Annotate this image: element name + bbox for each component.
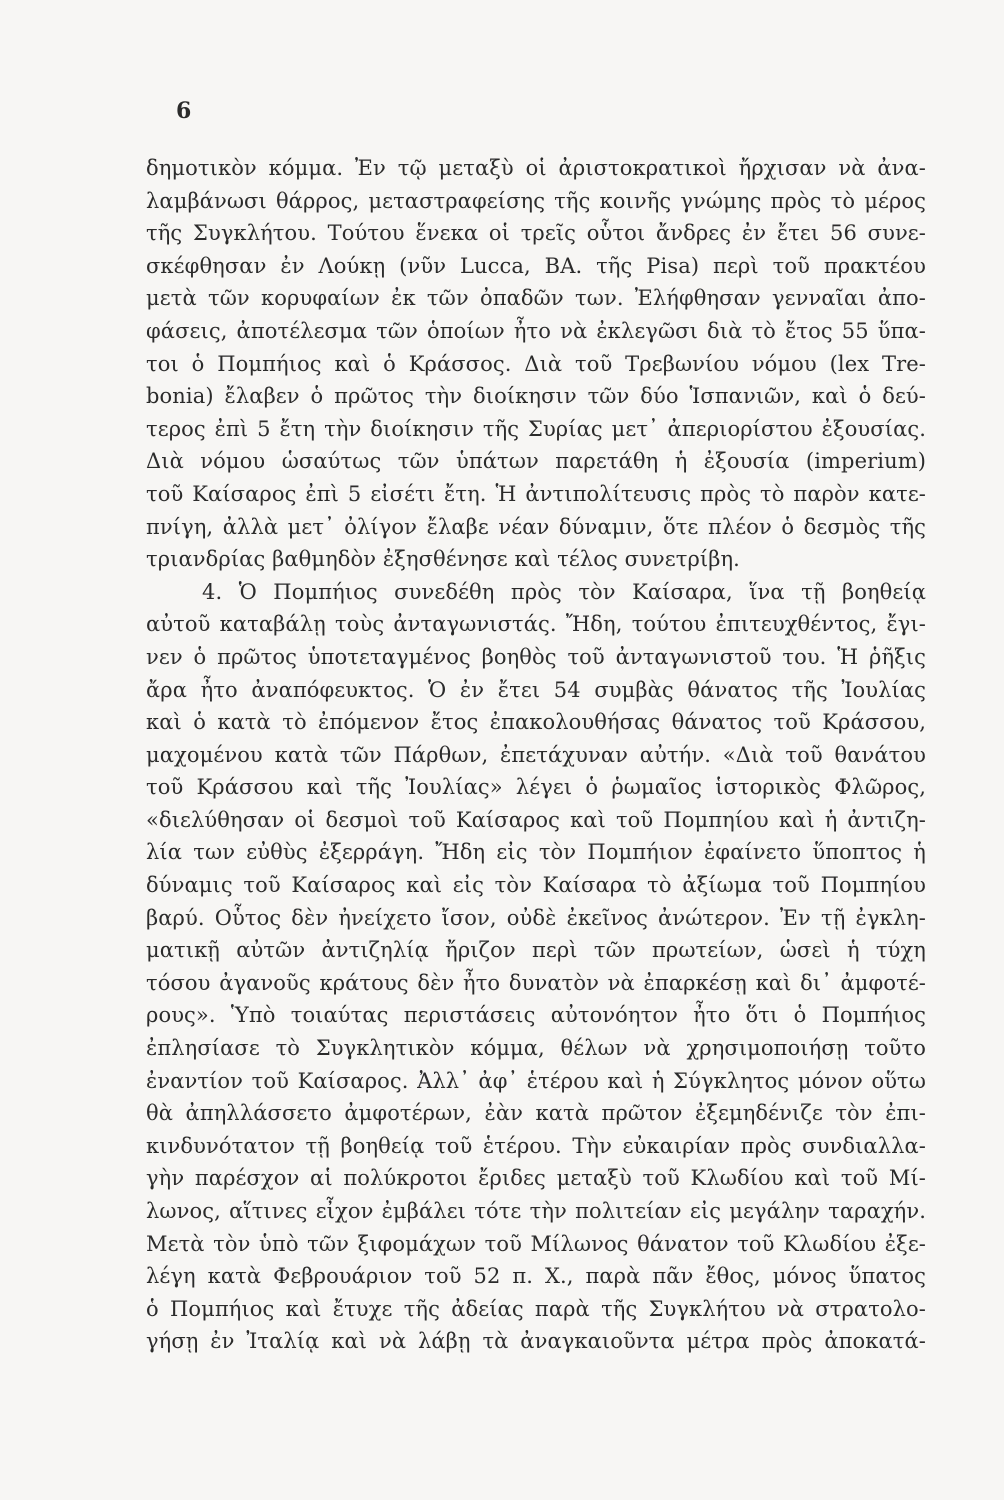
text-line: ὁ Πομπήιος καὶ ἔτυχε τῆς ἀδείας παρὰ τῆς Συγκλήτου νὰ στρατολο- (146, 1296, 926, 1321)
text-line: γήσῃ ἐν Ἰταλίᾳ καὶ νὰ λάβῃ τὰ ἀναγκαιοῦντα μέτρα πρὸς ἀποκατά- (146, 1329, 926, 1354)
text-line: καὶ ὁ κατὰ τὸ ἐπόμενον ἔτος ἐπακολουθήσας θάνατος τοῦ Κράσσου, (146, 710, 926, 735)
text-line: 4. Ὁ Πομπήιος συνεδέθη πρὸς τὸν Καίσαρα, ἵνα τῇ βοηθείᾳ (202, 579, 926, 604)
text-line: ματικῇ αὐτῶν ἀντιζηλίᾳ ἤριζον περὶ τῶν πρωτείων, ὡσεὶ ἡ τύχη (146, 938, 926, 963)
text-line: λέγη κατὰ Φεβρουάριον τοῦ 52 π. Χ., παρὰ πᾶν ἔθος, μόνος ὕπατος (146, 1264, 926, 1289)
text-line: τοῦ Καίσαρος ἐπὶ 5 εἰσέτι ἔτη. Ἡ ἀντιπολίτευσις πρὸς τὸ παρὸν κατε- (146, 481, 926, 506)
text-line: σκέφθησαν ἐν Λούκῃ (νῦν Lucca, ΒΑ. τῆς Pisa) περὶ τοῦ πρακτέου (146, 253, 926, 278)
text-line: ρους». Ὑπὸ τοιαύτας περιστάσεις αὐτονόητον ἦτο ὅτι ὁ Πομπήιος (146, 1003, 926, 1028)
text-line: Μετὰ τὸν ὑπὸ τῶν ξιφομάχων τοῦ Μίλωνος θάνατον τοῦ Κλωδίου ἐξε- (146, 1231, 926, 1256)
text-line: φάσεις, ἀποτέλεσμα τῶν ὁποίων ἦτο νὰ ἐκλεγῶσι διὰ τὸ ἔτος 55 ὕπα- (146, 318, 926, 343)
text-line: τερος ἐπὶ 5 ἔτη τὴν διοίκησιν τῆς Συρίας μετ᾽ ἀπεριορίστου ἐξουσίας. (146, 416, 926, 441)
text-line: τριανδρίας βαθμηδὸν ἐξησθένησε καὶ τέλος συνετρίβη. (146, 547, 740, 572)
text-line: γὴν παρέσχον αἱ πολύκροτοι ἔριδες μεταξὺ τοῦ Κλωδίου καὶ τοῦ Μί- (146, 1166, 926, 1191)
text-line: θὰ ἀπηλλάσσετο ἀμφοτέρων, ἐὰν κατὰ πρῶτον ἐξεμηδένιζε τὸν ἐπι- (146, 1101, 926, 1126)
text-line: τοι ὁ Πομπήιος καὶ ὁ Κράσσος. Διὰ τοῦ Τρεβωνίου νόμου (lex Tre- (146, 351, 926, 376)
paragraph-1 (146, 152, 926, 576)
page-number: 6 (176, 98, 192, 124)
text-line: bonia) ἔλαβεν ὁ πρῶτος τὴν διοίκησιν τῶν δύο Ἱσπανιῶν, καὶ ὁ δεύ- (146, 384, 926, 409)
text-line: πνίγη, ἀλλὰ μετ᾽ ὀλίγον ἔλαβε νέαν δύναμιν, ὅτε πλέον ὁ δεσμὸς τῆς (146, 514, 926, 539)
text-line: «διελύθησαν οἱ δεσμοὶ τοῦ Καίσαρος καὶ τοῦ Πομπηίου καὶ ἡ ἀντιζη- (146, 807, 926, 832)
text-line: λωνος, αἵτινες εἶχον ἐμβάλει τότε τὴν πολιτείαν εἰς μεγάλην ταραχήν. (146, 1199, 926, 1223)
text-line: δημοτικὸν κόμμα. Ἐν τῷ μεταξὺ οἱ ἀριστοκρατικοὶ ἤρχισαν νὰ ἀνα- (146, 156, 926, 180)
text-line: ἄρα ἦτο ἀναπόφευκτος. Ὁ ἐν ἔτει 54 συμβὰς θάνατος τῆς Ἰουλίας (146, 677, 926, 702)
text-line: κινδυνότατον τῇ βοηθείᾳ τοῦ ἑτέρου. Τὴν εὐκαιρίαν πρὸς συνδιαλλα- (146, 1133, 926, 1158)
text-line: νεν ὁ πρῶτος ὑποτεταγμένος βοηθὸς τοῦ ἀνταγωνιστοῦ του. Ἡ ῥῆξις (146, 644, 926, 669)
text-line: ἐπλησίασε τὸ Συγκλητικὸν κόμμα, θέλων νὰ χρησιμοποιήσῃ τοῦτο (146, 1036, 926, 1061)
text-line: λαμβάνωσι θάρρος, μεταστραφείσης τῆς κοινῆς γνώμης πρὸς τὸ μέρος (146, 188, 926, 213)
body-text (146, 152, 926, 1358)
text-line: λία των εὐθὺς ἐξερράγη. Ἤδη εἰς τὸν Πομπήιον ἐφαίνετο ὕποπτος ἡ (146, 840, 926, 865)
text-line: Διὰ νόμου ὡσαύτως τῶν ὑπάτων παρετάθη ἡ ἐξουσία (imperium) (146, 449, 926, 474)
text-line: αὐτοῦ καταβάλῃ τοὺς ἀνταγωνιστάς. Ἤδη, τούτου ἐπιτευχθέντος, ἔγι- (146, 612, 926, 637)
text-line: μαχομένου κατὰ τῶν Πάρθων, ἐπετάχυναν αὐτήν. «Διὰ τοῦ θανάτου (146, 742, 926, 767)
paragraph-2 (146, 576, 926, 1358)
text-line: τοῦ Κράσσου καὶ τῆς Ἰουλίας» λέγει ὁ ῥωμαῖος ἱστορικὸς Φλῶρος, (146, 775, 926, 800)
text-line: μετὰ τῶν κορυφαίων ἐκ τῶν ὀπαδῶν των. Ἐλήφθησαν γενναῖαι ἀπο- (146, 286, 926, 311)
text-line: δύναμις τοῦ Καίσαρος καὶ εἰς τὸν Καίσαρα τὸ ἀξίωμα τοῦ Πομπηίου (146, 873, 926, 898)
text-line: τόσου ἀγανοῦς κράτους δὲν ἦτο δυνατὸν νὰ ἐπαρκέσῃ καὶ δι᾽ ἀμφοτέ- (146, 970, 926, 995)
text-line: ἐναντίον τοῦ Καίσαρος. Ἀλλ᾽ ἀφ᾽ ἑτέρου καὶ ἡ Σύγκλητος μόνον οὕτω (146, 1068, 926, 1093)
text-line: τῆς Συγκλήτου. Τούτου ἕνεκα οἱ τρεῖς οὗτοι ἄνδρες ἐν ἔτει 56 συνε- (146, 221, 926, 246)
text-line: βαρύ. Οὗτος δὲν ἠνείχετο ἴσον, οὐδὲ ἐκεῖνος ἀνώτερον. Ἐν τῇ ἐγκλη- (146, 905, 926, 930)
